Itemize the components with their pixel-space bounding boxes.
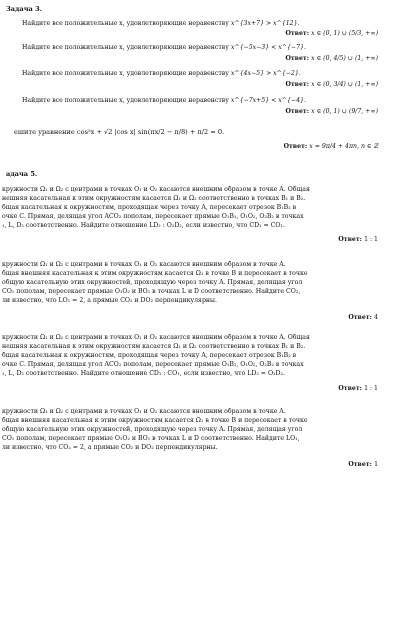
answer-value: x ∈ (0, 1) ∪ (5/3, +∞) [311, 30, 378, 37]
task5-p3-line: нешняя касательная к этим окружностям касается Ω₁ и Ω₂ соответственно в точках B₁ и B₂. [2, 343, 306, 350]
task5-p2-line: бщая внешняя касательная к этим окружностям касается Ω₁ в точке B и пересекает в точке [2, 270, 308, 277]
task3-heading: Задача 3. [6, 5, 42, 13]
task3-answer-4 [285, 108, 378, 116]
answer-label: Ответ: [338, 236, 362, 243]
answer-label: Ответ: [348, 461, 372, 468]
answer-label: Ответ: [285, 30, 310, 37]
task5-p4-line: бщая внешняя касательная к этим окружностям касается Ω₁ в точке B и пересекает в точке [2, 417, 308, 424]
task3-problem-2 [22, 44, 306, 52]
task5-p3-line: кружности Ω₁ и Ω₂ с центрами в точках O₁ и O₂ касаются внешним образом в точке A. Общая [2, 334, 310, 341]
answer-label: Ответ: [285, 108, 310, 115]
problem-text: Найдите все положительные x, удовлетворяющие неравенству [22, 20, 229, 27]
task5-answer-2 [348, 314, 378, 322]
answer-value: x = 9π/4 + 4πn, n ∈ ℤ [309, 143, 378, 150]
answer-value: 1 : 1 [364, 236, 378, 243]
task5-p4-line: ли известно, что CO₂ = 2, а прямые CO₂ и DO₂ перпендикулярны. [2, 444, 218, 451]
task5-p2-line: ли известно, что LO₁ = 2, а прямые CO₂ и DO₂ перпендикулярны. [2, 297, 217, 304]
task5-answer-4 [348, 461, 378, 469]
task5-p4-line: общую касательную этих окружностей, проходящую через точку A. Прямая, делящая угол [2, 426, 303, 433]
task5-p2-line: кружности Ω₁ и Ω₂ с центрами в точках O₁ и O₂ касаются внешним образом в точке A. [2, 261, 286, 268]
task5-p3-line: бщая касательная к окружностям, проходящая через точку A, пересекает отрезок B₁B₂ в [2, 352, 297, 359]
task5-p3-line: очке C. Прямая, делящая угол ACO₂ пополам, пересекает прямые O₁B₁, O₁O₂, O₂B₂ в точках [2, 361, 304, 368]
answer-label: Ответ: [285, 81, 310, 88]
task3-answer-2 [285, 55, 378, 63]
task5-p3-line: ₁, L, D₂ соответственно. Найдите отношение CD₁ : CO₁, если известно, что LD₂ = O₂D₂. [2, 370, 285, 377]
answer-value: 1 [374, 461, 378, 468]
task5-p1-line: кружности Ω₁ и Ω₂ с центрами в точках O₁ и O₂ касаются внешним образом в точке A. Общая [2, 186, 310, 193]
answer-label: Ответ: [285, 55, 310, 62]
task5-p1-line: бщая касательная к окружностям, проходящая через точку A, пересекает отрезок B₁B₂ в [2, 204, 297, 211]
task3-problem-1 [22, 20, 300, 28]
problem-expression: x^{−5x−3} < x^{−7}. [230, 44, 306, 51]
problem-text: Найдите все положительные x, удовлетворяющие неравенству [22, 97, 229, 104]
problem-expression: x^{−7x+5} < x^{−4}. [230, 97, 306, 104]
answer-value: x ∈ (0, 1) ∪ (9/7, +∞) [311, 108, 378, 115]
task5-heading: адача 5. [6, 170, 38, 178]
problem-expression: x^{4x−5} > x^{−2}. [230, 70, 301, 77]
answer-value: x ∈ (0, 4/5) ∪ (1, +∞) [311, 55, 378, 62]
task5-p2-line: общую касательную этих окружностей, проходящую через точку A. Прямая, делящая угол [2, 279, 303, 286]
task5-p1-line: очке C. Прямая, делящая угол ACO₂ пополам, пересекает прямые O₁B₁, O₁O₂, O₂B₂ в точках [2, 213, 304, 220]
task3-equation-answer [284, 143, 378, 151]
problem-text: Найдите все положительные x, удовлетворяющие неравенству [22, 44, 229, 51]
problem-expression: x^{3x+7} > x^{12}. [230, 20, 300, 27]
task5-answer-1 [338, 236, 378, 244]
task5-p2-line: CO₁ пополам, пересекает прямые O₁O₂ и BO₁ в точках L и D соответственно. Найдите CO₂, [2, 288, 301, 295]
answer-value: 1 : 1 [364, 385, 378, 392]
answer-value: 4 [374, 314, 378, 321]
task3-answer-3 [285, 81, 378, 89]
task5-answer-3 [338, 385, 378, 393]
task5-p4-line: кружности Ω₁ и Ω₂ с центрами в точках O₁ и O₂ касаются внешним образом в точке A. [2, 408, 286, 415]
task3-equation: ешите уравнение cos²x + √2 |cos x| sin(πx/2 − π/8) + π/2 = 0. [14, 128, 225, 136]
task3-problem-4 [22, 97, 306, 105]
answer-label: Ответ: [348, 314, 372, 321]
task3-problem-3 [22, 70, 301, 78]
answer-label: Ответ: [283, 143, 308, 150]
task5-p4-line: CO₁ пополам, пересекает прямые O₁O₂ и BO₁ в точках L и D соответственно. Найдите LO₁, [2, 435, 300, 442]
answer-value: x ∈ (0, 3/4) ∪ (1, +∞) [311, 81, 378, 88]
task5-p1-line: нешняя касательная к этим окружностям касается Ω₁ и Ω₂ соответственно в точках B₁ и B₂. [2, 195, 306, 202]
problem-text: Найдите все положительные x, удовлетворяющие неравенству [22, 70, 229, 77]
task3-answer-1 [285, 30, 378, 38]
task5-p1-line: ₁, L, D₂ соответственно. Найдите отношение LD₂ : O₂D₂, если известно, что CD₁ = CO₁. [2, 222, 285, 229]
answer-label: Ответ: [338, 385, 362, 392]
